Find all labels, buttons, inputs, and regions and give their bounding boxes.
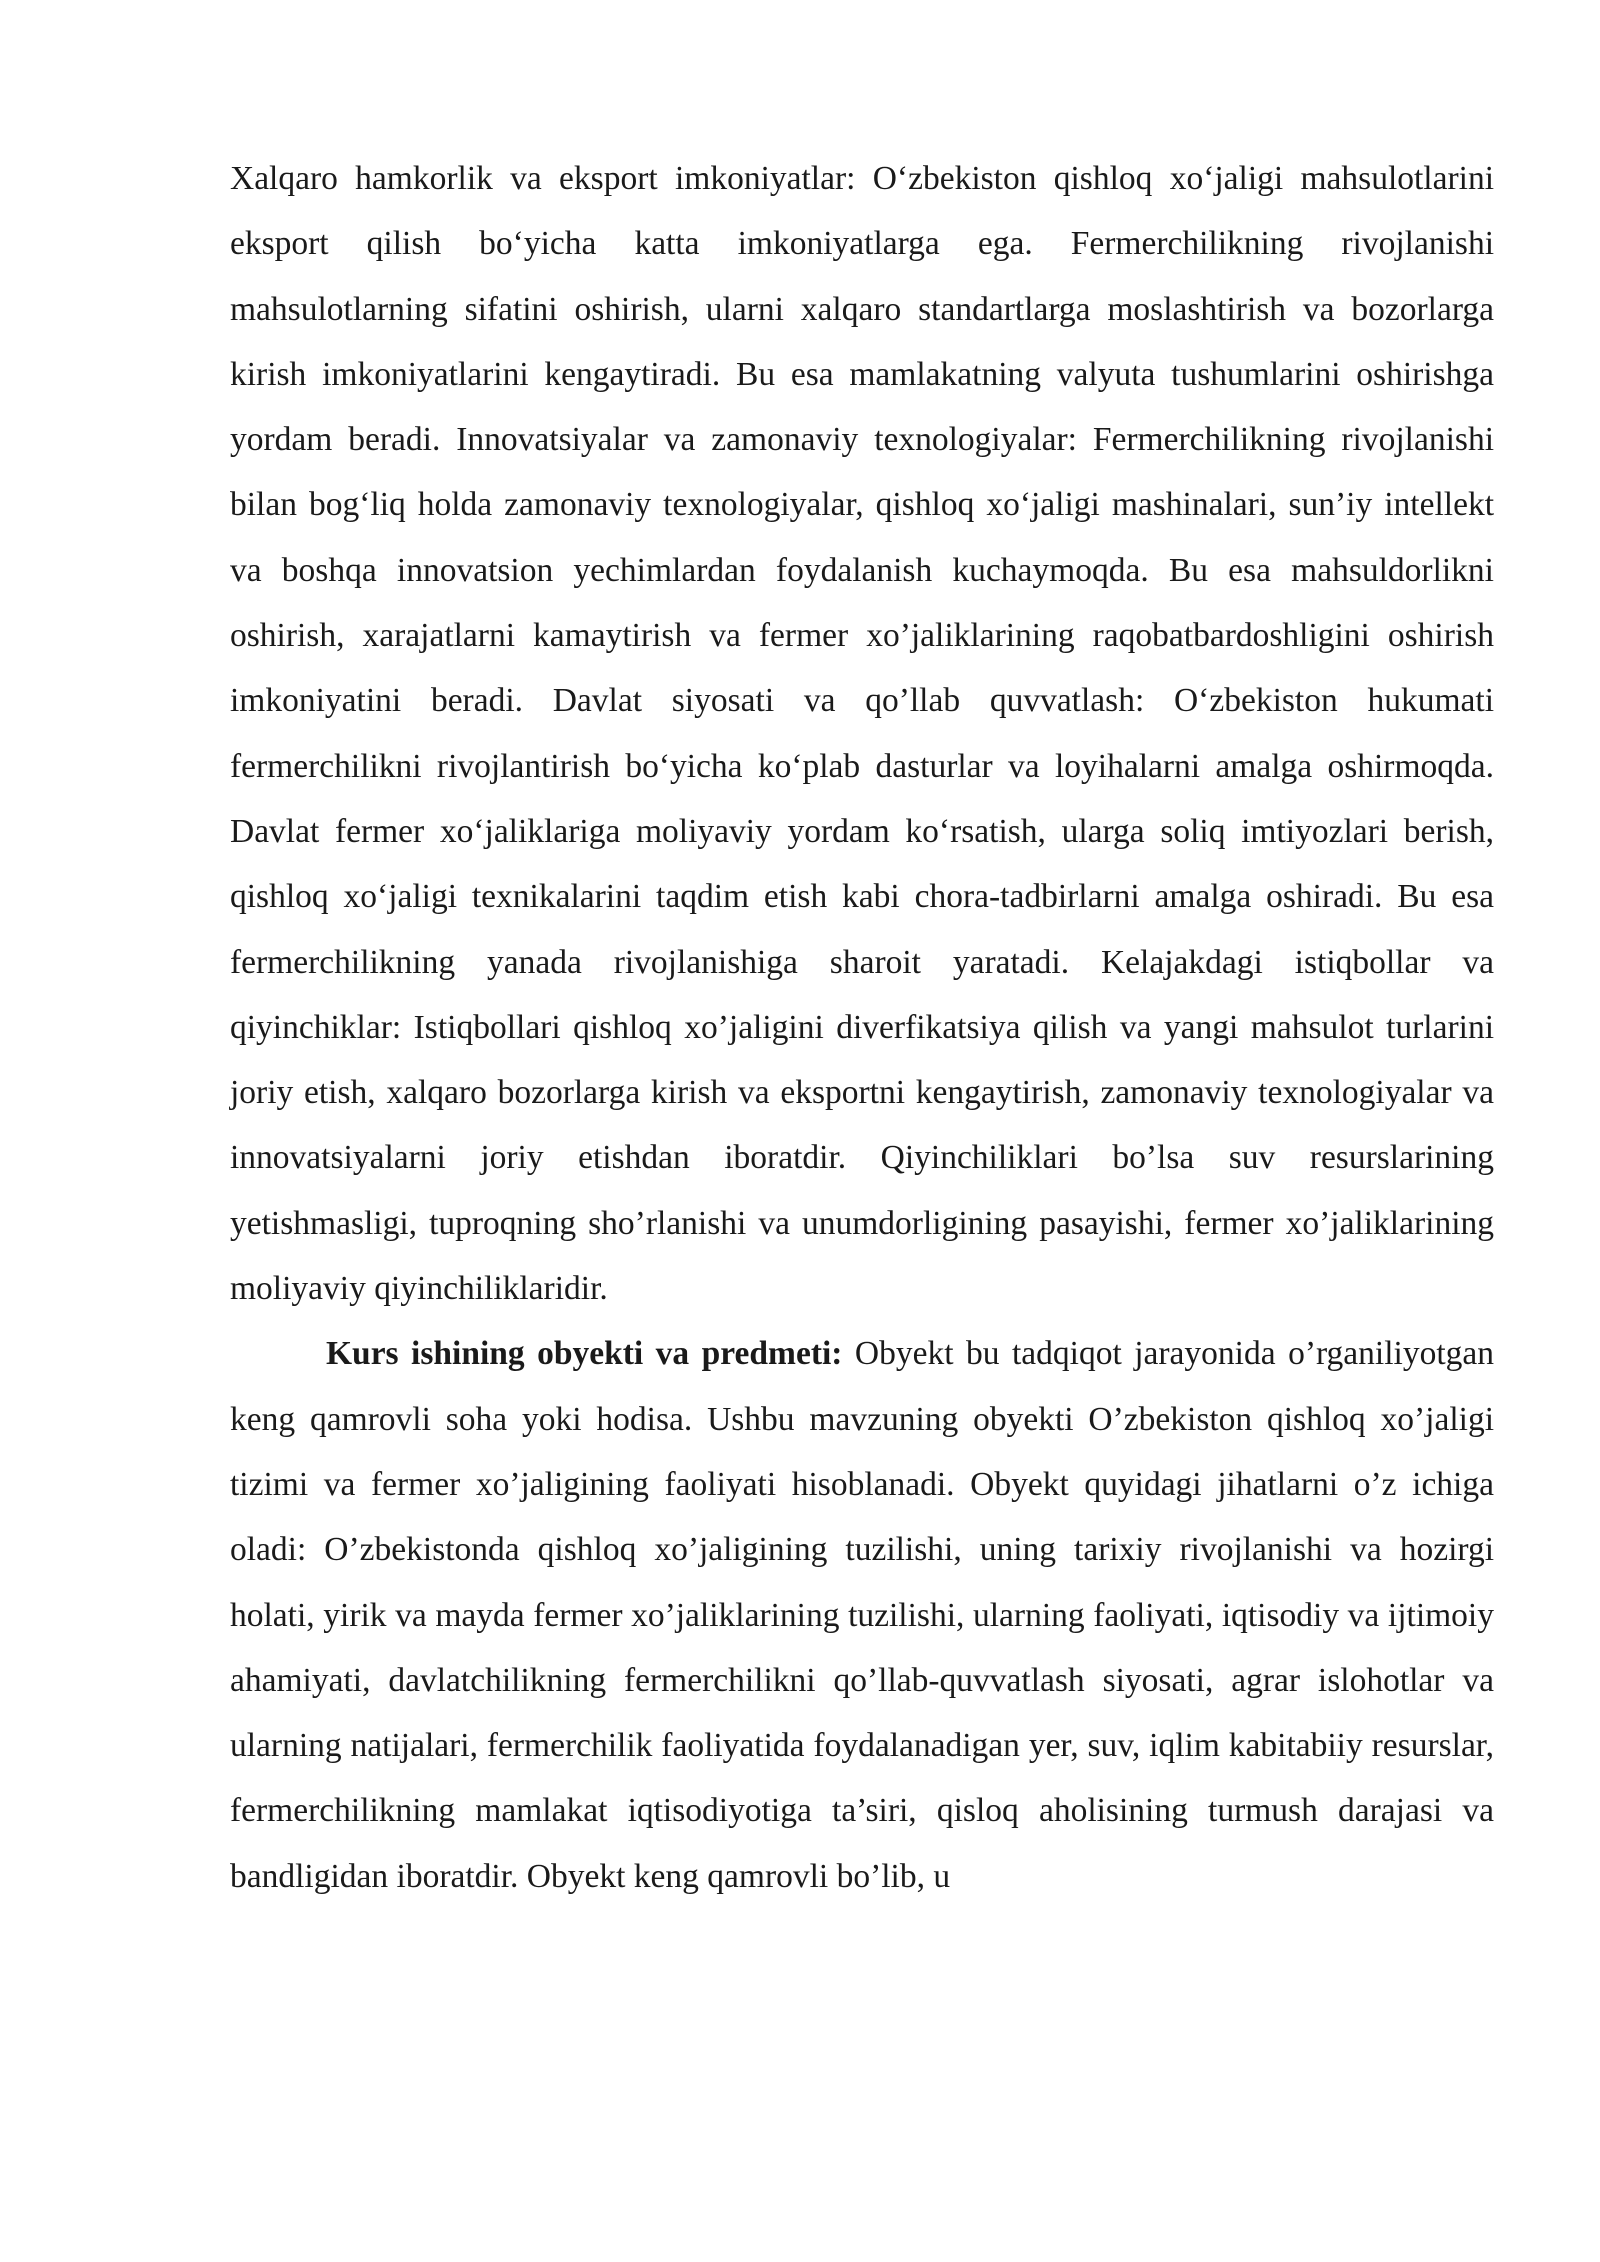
paragraph-object-subject-text: Obyekt bu tadqiqot jarayonida o’rganiliyotgan keng qamrovli soha yoki hodisa. Ushbu mavzuning obyekti O’zbekiston qishloq xo’jaligi tizimi va fermer xo’jaligining faoliyati hisoblanadi. Obyekt quyidagi jihatlarni o’z ichiga oladi: O’zbekistonda qishloq xo’jaligining tuzilishi, uning tarixiy rivojlanishi va hozirgi holati, yirik va mayda fermer xo’jaliklarining tuzilishi, ularning faoliyati, iqtisodiy va ijtimoiy ahamiyati, davlatchilikning fermerchilikni qo’llab-quvvatlash siyosati, agrar islohotlar va ularning natijalari, fermerchilik faoliyatida foydalanadigan yer, suv, iqlim kabitabiiy resurslar, fermerchilikning mamlakat iqtisodiyotiga ta’siri, qisloq aholisining turmush darajasi va bandligidan iboratdir. Obyekt keng qamrovli bo’lib, u <box>230 1335 1494 1895</box>
paragraph-export-innovation-policy: Xalqaro hamkorlik va eksport imkoniyatlar: O‘zbekiston qishloq xo‘jaligi mahsulotlarini eksport qilish bo‘yicha katta imkoniyatlarga ega. Fermerchilikning rivojlanishi mahsulotlarning sifatini oshirish, ularni xalqaro standartlarga moslashtirish va bozorlarga kirish imkoniyatlarini kengaytiradi. Bu esa mamlakatning valyuta tushumlarini oshirishga yordam beradi. Innovatsiyalar va zamonaviy texnologiyalar: Fermerchilikning rivojlanishi bilan bog‘liq holda zamonaviy texnologiyalar, qishloq xo‘jaligi mashinalari, sun’iy intellekt va boshqa innovatsion yechimlardan foydalanish kuchaymoqda. Bu esa mahsuldorlikni oshirish, xarajatlarni kamaytirish va fermer xo’jaliklarining raqobatbardoshligini oshirish imkoniyatini beradi. Davlat siyosati va qo’llab quvvatlash: O‘zbekiston hukumati fermerchilikni rivojlantirish bo‘yicha ko‘plab dasturlar va loyihalarni amalga oshirmoqda. Davlat fermer xo‘jaliklariga moliyaviy yordam ko‘rsatish, ularga soliq imtiyozlari berish, qishloq xo‘jaligi texnikalarini taqdim etish kabi chora-tadbirlarni amalga oshiradi. Bu esa fermerchilikning yanada rivojlanishiga sharoit yaratadi. Kelajakdagi istiqbollar va qiyinchiklar: Istiqbollari qishloq xo’jaligini diverfikatsiya qilish va yangi mahsulot turlarini joriy etish, xalqaro bozorlarga kirish va eksportni kengaytirish, zamonaviy texnologiyalar va innovatsiyalarni joriy etishdan iboratdir. Qiyinchiliklari bo’lsa suv resurslarining yetishmasligi, tuproqning sho’rlanishi va unumdorligining pasayishi, fermer xo’jaliklarining moliyaviy qiyinchiliklaridir. <box>230 160 1494 1308</box>
document-body <box>230 146 1494 1909</box>
paragraph-object-subject <box>230 1321 1494 1909</box>
section-heading-object-subject: Kurs ishining obyekti va predmeti: <box>326 1335 843 1373</box>
